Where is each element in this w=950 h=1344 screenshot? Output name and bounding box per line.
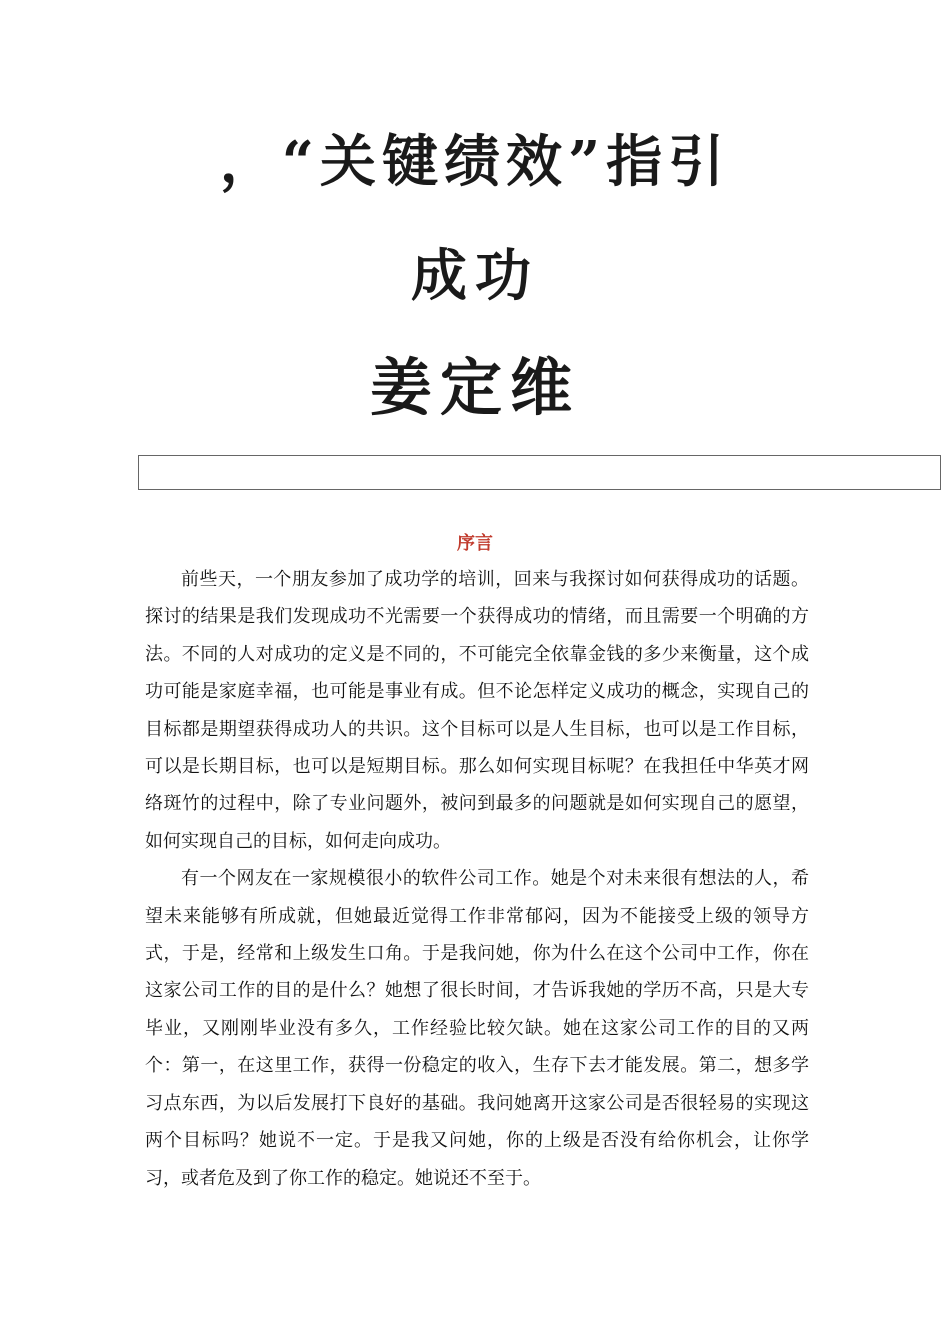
section-heading-preface: 序言 bbox=[457, 533, 493, 554]
paragraph-2: 有一个网友在一家规模很小的软件公司工作。她是个对未来很有想法的人，希望未来能够有所成就，但她最近觉得工作非常郁闷，因为不能接受上级的领导方式，于是，经常和上级发生口角。于是我问她，你为什么在这个公司中工作，你在这家公司工作的目的是什么？她想了很长时间，才告诉我她的学历不高，只是大专毕业，又刚刚毕业没有多久，工作经验比较欠缺。她在这家公司工作的目的又两个：第一，在这里工作，获得一份稳定的收入，生存下去才能发展。第二，想多学习点东西，为以后发展打下良好的基础。我问她离开这家公司是否很轻易的实现这两个目标吗？她说不一定。于是我又问她，你的上级是否没有给你机会，让你学习，或者危及到了你工作的稳定。她说还不至于。 bbox=[145, 868, 809, 1189]
author-name: 姜定维 bbox=[369, 351, 580, 424]
paragraph-1: 前些天，一个朋友参加了成功学的培训，回来与我探讨如何获得成功的话题。探讨的结果是我们发现成功不光需要一个获得成功的情绪，而且需要一个明确的方法。不同的人对成功的定义是不同的，不可能完全依靠金钱的多少来衡量，这个成功可能是家庭幸福，也可能是事业有成。但不论怎样定义成功的概念，实现自己的目标都是期望获得成功人的共识。这个目标可以是人生目标，也可以是工作目标，可以是长期目标，也可以是短期目标。那么如何实现目标呢？在我担任中华英才网络斑竹的过程中，除了专业问题外，被问到最多的问题就是如何实现自己的愿望，如何实现自己的目标，如何走向成功。 bbox=[145, 569, 809, 852]
document-title-line-2: 成功 bbox=[411, 243, 539, 309]
body-text bbox=[145, 561, 809, 1197]
document-title-line-1: ，“关键绩效”指引 bbox=[219, 129, 731, 195]
empty-header-box bbox=[138, 455, 941, 490]
